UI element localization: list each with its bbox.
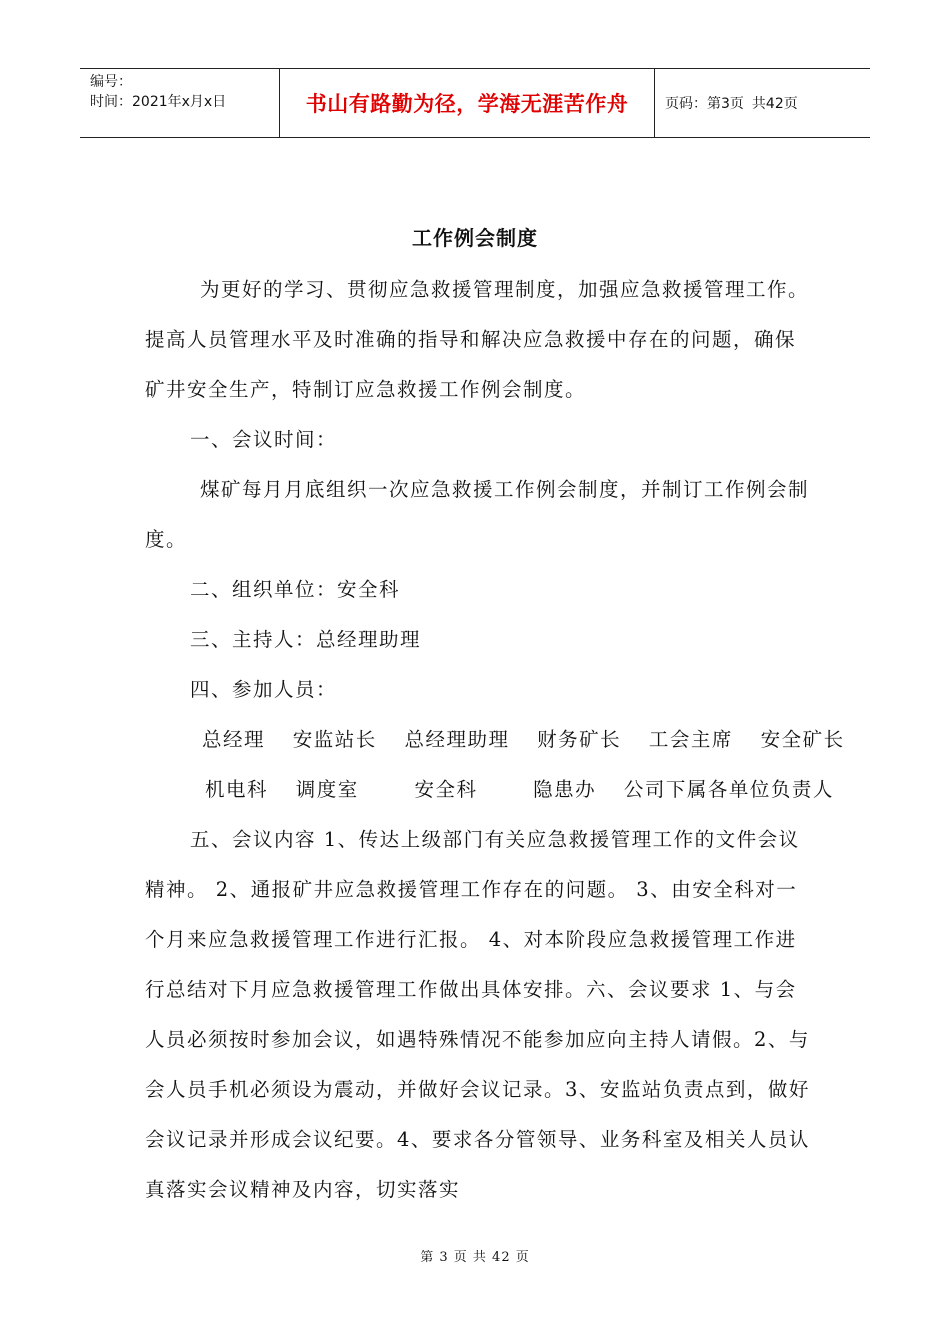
intro-paragraph: 为更好的学习、贯彻应急救援管理制度，加强应急救援管理工作。提高人员管理水平及时准确的指导和解决应急救援中存在的问题，确保矿井安全生产，特制订应急救援工作例会制度。 [145, 278, 810, 401]
header-motto-cell [280, 69, 655, 137]
header-motto: 书山有路勤为径，学海无涯苦作舟 [305, 92, 629, 116]
header-page-info [655, 69, 870, 137]
header-page-code: 页码：第3页 [665, 96, 744, 112]
section3: 三、主持人：总经理助理 [190, 628, 422, 651]
document-number-label: 编号： [90, 74, 132, 90]
header-meta [80, 69, 280, 137]
staff-item: 财务矿长 [537, 728, 622, 751]
document-title: 工作例会制度 [412, 226, 538, 250]
page-footer: 第 3 页 共 42 页 [420, 1250, 530, 1265]
staff-item: 总经理助理 [404, 728, 510, 751]
staff-item: 安监站长 [292, 728, 377, 751]
section1-body: 煤矿每月月底组织一次应急救援工作例会制度，并制订工作例会制度。 [145, 478, 810, 551]
staff-item: 调度室 [295, 778, 359, 801]
section5-body: 五、会议内容 1、传达上级部门有关应急救援管理工作的文件会议精神。 2、通报矿井应急救援管理工作存在的问题。 3、由安全科对一个月来应急救援管理工作进行汇报。 4、对本阶段应急救援管理工作进行总结对下月应急救援管理工作做出具体安排。六、会议要求 1、与会人员必须按时参加会议，如遇特殊情况不能参加应向主持人请假。2、与会人员手机必须设为震动，并做好会议记录。3、安监站负责点到，做好会议记录并形成会议纪要。4、要求各分管领导、业务科室及相关人员认真落实会议精神及内容，切实落实 [145, 828, 810, 1201]
staff-row-1 [145, 715, 845, 765]
staff-row-2 [145, 765, 834, 815]
staff-item: 安全科 [414, 778, 478, 801]
section1-heading: 一、会议时间： [190, 428, 338, 451]
header-page-total: 共42页 [751, 96, 798, 112]
document-date: 时间：2021年x月x日 [90, 94, 227, 110]
page-header [80, 68, 870, 138]
section4-heading: 四、参加人员： [190, 678, 338, 701]
staff-item: 安全矿长 [760, 728, 845, 751]
staff-item: 隐患办 [533, 778, 597, 801]
staff-item: 机电科 [205, 778, 269, 801]
staff-item: 工会主席 [648, 728, 733, 751]
document-body [145, 265, 845, 1215]
staff-item: 公司下属各单位负责人 [623, 778, 834, 801]
staff-item: 总经理 [202, 728, 266, 751]
section2: 二、组织单位：安全科 [190, 578, 401, 601]
